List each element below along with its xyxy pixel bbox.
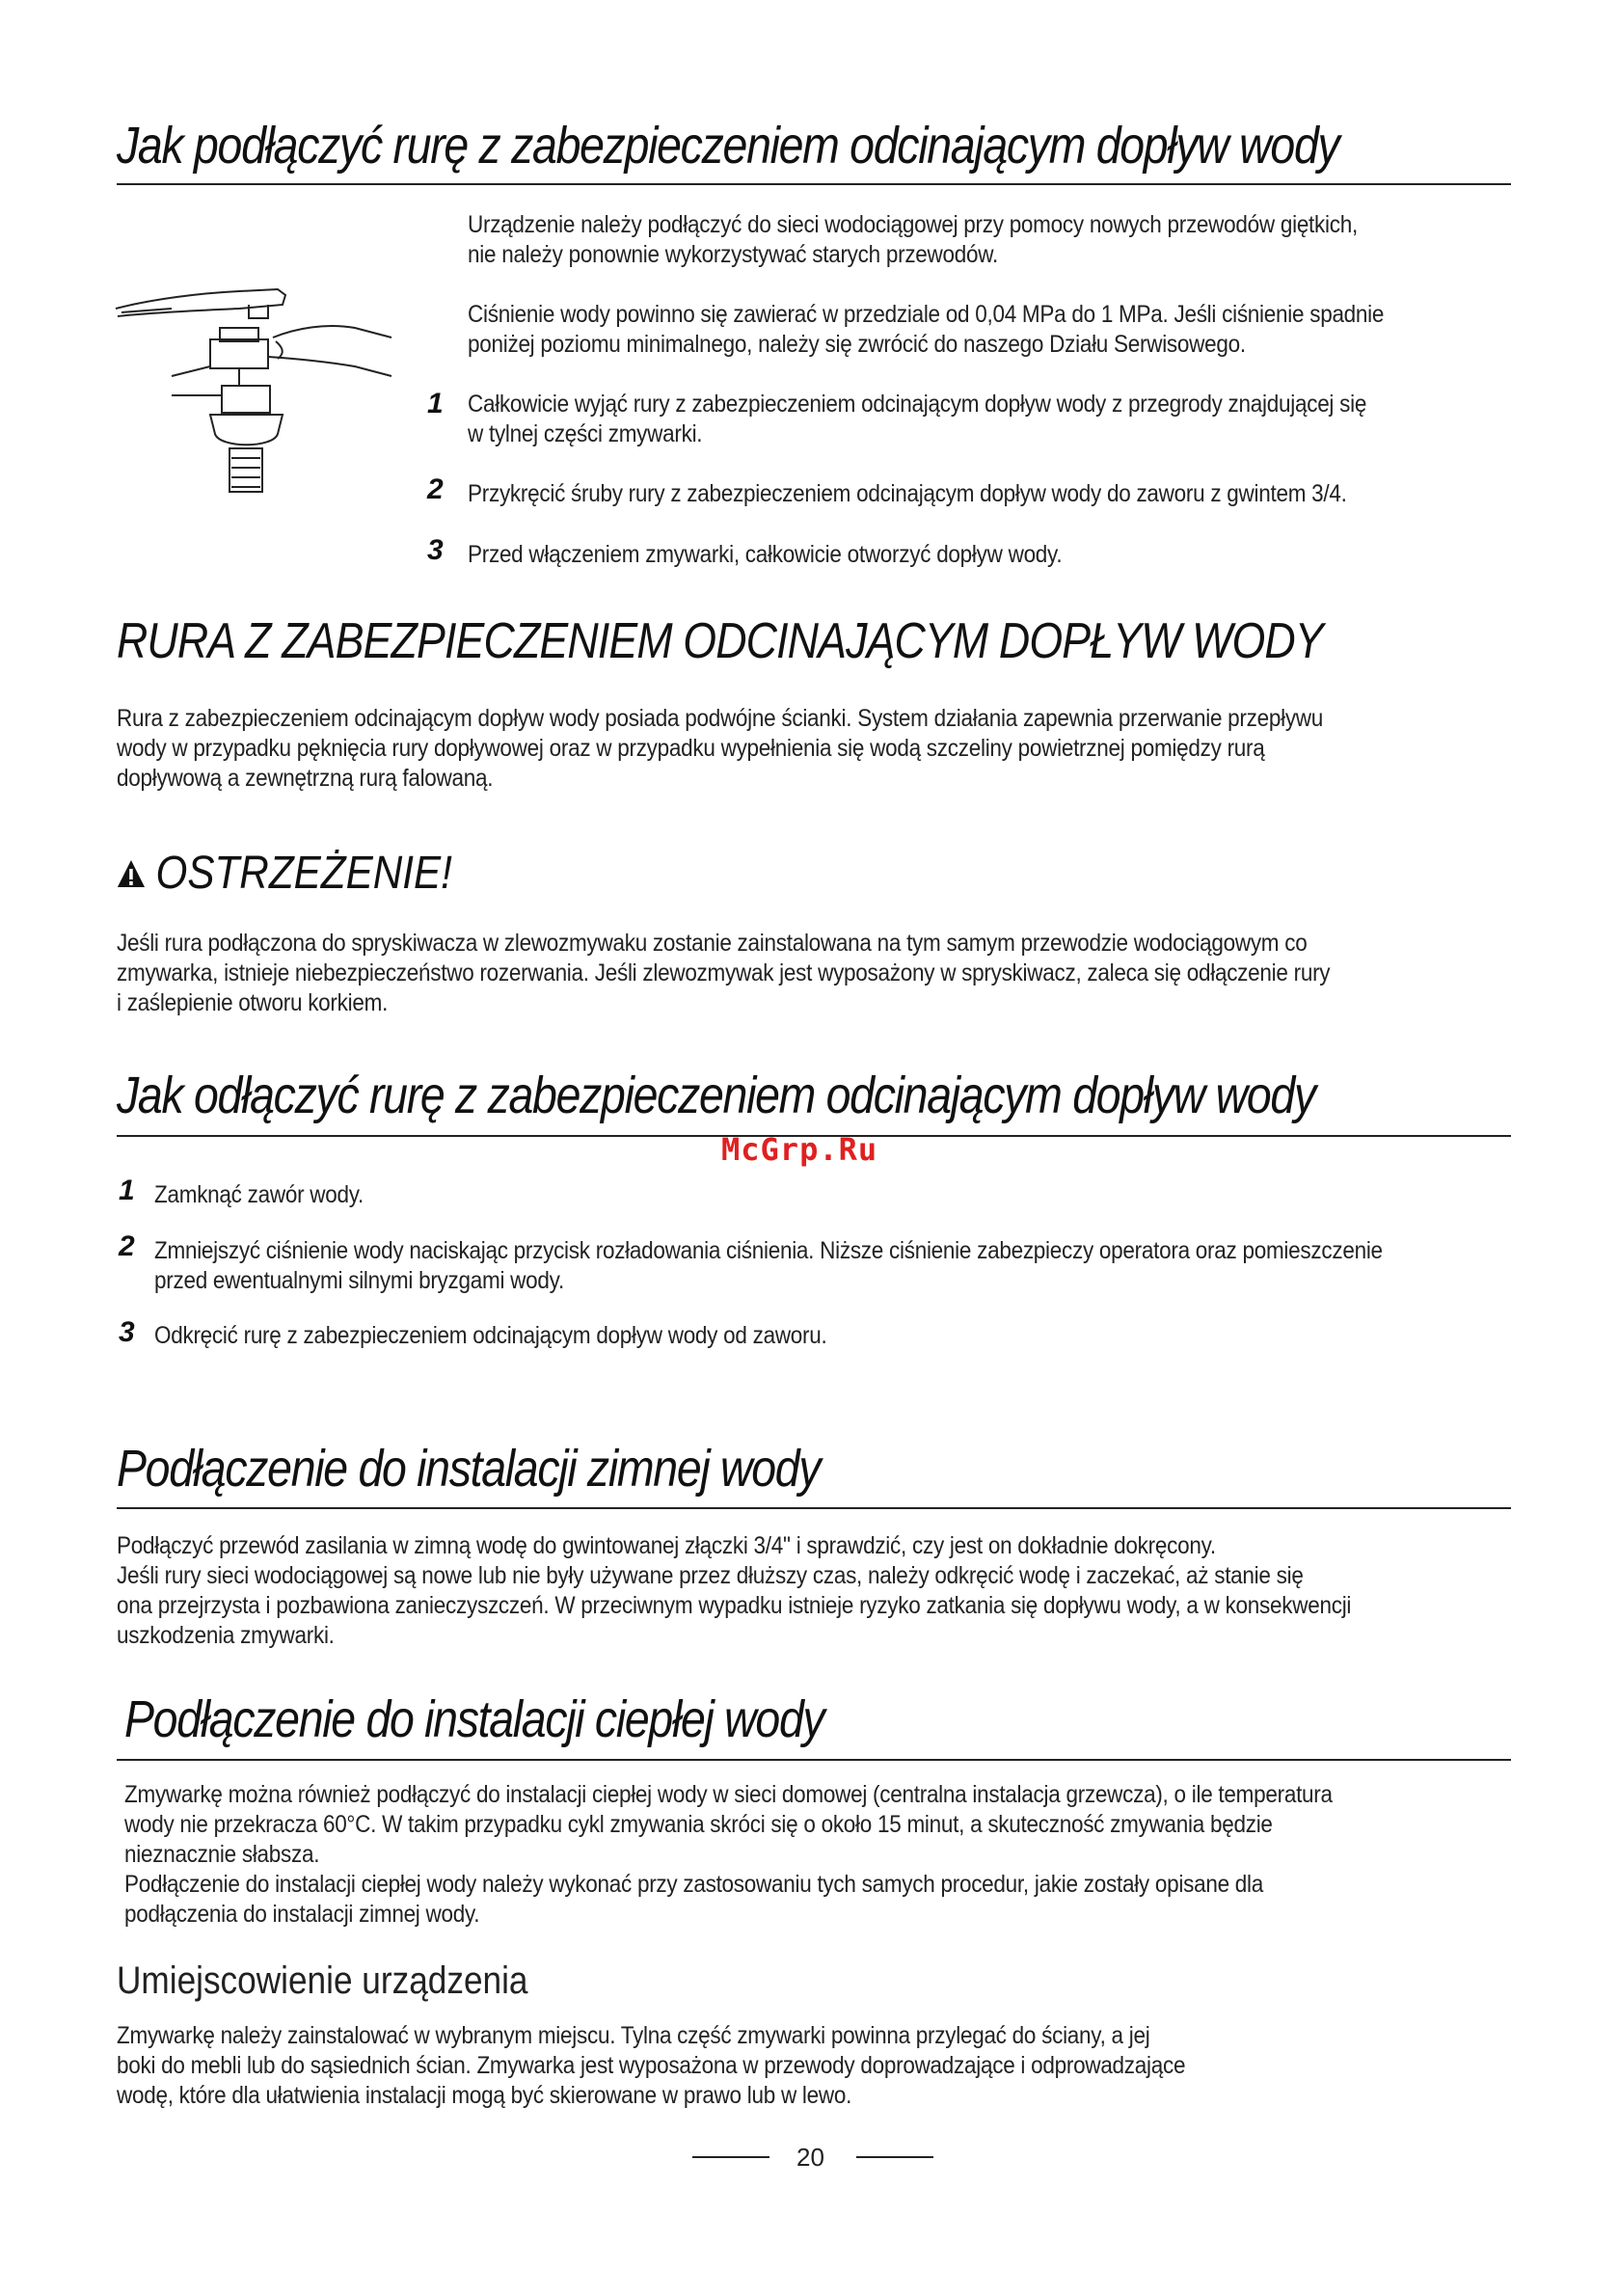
text-line: Urządzenie należy podłączyć do sieci wodociągowej przy pomocy nowych przewodów giętkich, <box>468 211 1358 238</box>
text-line: Zmniejszyć ciśnienie wody naciskając przycisk rozładowania ciśnienia. Niższe ciśnienie zabezpieczy operatora oraz pomieszczenie <box>154 1237 1383 1264</box>
text-line: Jeśli rury sieci wodociągowej są nowe lub nie były używane przez dłuższy czas, należy odkręcić wodę i zaczekać, aż stanie się <box>117 1562 1304 1589</box>
warning-heading <box>117 847 452 901</box>
intro-paragraph-2 <box>468 300 1486 360</box>
section-title-hose: RURA Z ZABEZPIECZENIEM ODCINAJĄCYM DOPŁYW WODY <box>117 613 1323 669</box>
section-title-connect: Jak podłączyć rurę z zabezpieczeniem odcinającym dopływ wody <box>117 117 1339 175</box>
text-line: ona przejrzysta i pozbawiona zanieczyszczeń. W przeciwnym wypadku istnieje ryzyko zatkania się dopływu wody, a w konsekwencji <box>117 1592 1352 1619</box>
hose-description <box>117 704 1457 794</box>
text-line: Przed włączeniem zmywarki, całkowicie otworzyć dopływ wody. <box>468 541 1063 568</box>
step-number: 1 <box>427 388 444 419</box>
step-number: 3 <box>427 534 444 566</box>
faucet-hose-illustration-icon <box>114 270 393 501</box>
text-line: Zamknąć zawór wody. <box>154 1181 364 1208</box>
step-number: 3 <box>119 1316 135 1348</box>
text-line: Rura z zabezpieczeniem odcinającym dopływ wody posiada podwójne ścianki. System działania zapewnia przerwanie przepływu <box>117 705 1324 732</box>
step-text <box>154 1321 902 1351</box>
text-line: Zmywarkę można również podłączyć do instalacji ciepłej wody w sieci domowej (centralna instalacja grzewcza), o ile temperatura <box>124 1781 1333 1808</box>
text-line: wody w przypadku pęknięcia rury dopływowej oraz w przypadku wypełnienia się wodą szczeliny powietrznej pomiędzy rurą <box>117 735 1265 762</box>
text-line: uszkodzenia zmywarki. <box>117 1622 335 1649</box>
text-line: poniżej poziomu minimalnego, należy się zwrócić do naszego Działu Serwisowego. <box>468 331 1246 358</box>
warning-triangle-icon <box>117 859 146 888</box>
text-line: Podłączyć przewód zasilania w zimną wodę do gwintowanej złączki 3/4" i sprawdzić, czy jest on dokładnie dokręcony. <box>117 1532 1216 1559</box>
step-text <box>468 479 1444 509</box>
text-line: przed ewentualnymi silnymi bryzgami wody. <box>154 1267 564 1294</box>
text-line: wody nie przekracza 60°C. W takim przypadku cykl zmywania skróci się o około 15 minut, a skuteczność zmywania będzie <box>124 1811 1273 1838</box>
section-title-disconnect: Jak odłączyć rurę z zabezpieczeniem odcinającym dopływ wody <box>117 1067 1315 1124</box>
text-line: Całkowicie wyjąć rury z zabezpieczeniem odcinającym dopływ wody z przegrody znajdującej się <box>468 391 1367 418</box>
step-text <box>154 1236 1519 1296</box>
step-text <box>468 390 1467 449</box>
section-title-hot-water: Podłączenie do instalacji ciepłej wody <box>124 1690 824 1748</box>
page-number-rule-left <box>692 2156 769 2158</box>
text-line: podłączenia do instalacji zimnej wody. <box>124 1901 480 1928</box>
text-line: Przykręcić śruby rury z zabezpieczeniem odcinającym dopływ wody do zaworu z gwintem 3/4. <box>468 480 1347 507</box>
text-line: w tylnej części zmywarki. <box>468 420 703 447</box>
text-line: nie należy ponownie wykorzystywać starych przewodów. <box>468 241 998 268</box>
text-line: Odkręcić rurę z zabezpieczeniem odcinającym dopływ wody od zaworu. <box>154 1322 827 1349</box>
warning-text <box>117 929 1465 1018</box>
text-line: Zmywarkę należy zainstalować w wybranym miejscu. Tylna część zmywarki powinna przylegać do ściany, a jej <box>117 2022 1150 2049</box>
section-title-cold-water: Podłączenie do instalacji zimnej wody <box>117 1440 821 1498</box>
section-title-location: Umiejscowienie urządzenia <box>117 1959 528 2002</box>
watermark: McGrp.Ru <box>721 1131 878 1168</box>
text-line: dopływową a zewnętrzną rurą falowaną. <box>117 765 494 792</box>
hot-water-text <box>124 1780 1467 1930</box>
cold-water-text <box>117 1531 1488 1651</box>
text-line: i zaślepienie otworu korkiem. <box>117 989 389 1016</box>
step-number: 2 <box>427 473 444 505</box>
intro-paragraph-1 <box>468 210 1457 270</box>
step-text <box>468 540 1128 570</box>
text-line: wodę, które dla ułatwienia instalacji mogą być skierowane w prawo lub w lewo. <box>117 2082 852 2109</box>
page-number-rule-right <box>856 2156 933 2158</box>
location-text <box>117 2021 1304 2111</box>
text-line: boki do mebli lub do sąsiednich ścian. Zmywarka jest wyposażona w przewody doprowadzające i odprowadzające <box>117 2052 1186 2079</box>
step-number: 1 <box>119 1175 135 1206</box>
step-text <box>154 1180 387 1210</box>
page-number: 20 <box>796 2143 824 2172</box>
warning-title: OSTRZEŻENIE! <box>155 848 452 899</box>
text-line: Podłączenie do instalacji ciepłej wody należy wykonać przy zastosowaniu tych samych procedur, jakie zostały opisane dla <box>124 1871 1264 1898</box>
text-line: zmywarka, istnieje niebezpieczeństwo rozerwania. Jeśli zlewozmywak jest wyposażony w spryskiwacz, zaleca się odłączenie rury <box>117 959 1331 986</box>
title-rule <box>117 1759 1511 1761</box>
text-line: Jeśli rura podłączona do spryskiwacza w zlewozmywaku zostanie zainstalowana na tym samym przewodzie wodociągowym co <box>117 930 1308 957</box>
title-rule <box>117 183 1511 185</box>
title-rule <box>117 1507 1511 1509</box>
text-line: nieznacznie słabsza. <box>124 1841 320 1868</box>
step-number: 2 <box>119 1230 135 1262</box>
text-line: Ciśnienie wody powinno się zawierać w przedziale od 0,04 MPa do 1 MPa. Jeśli ciśnienie spadnie <box>468 301 1385 328</box>
